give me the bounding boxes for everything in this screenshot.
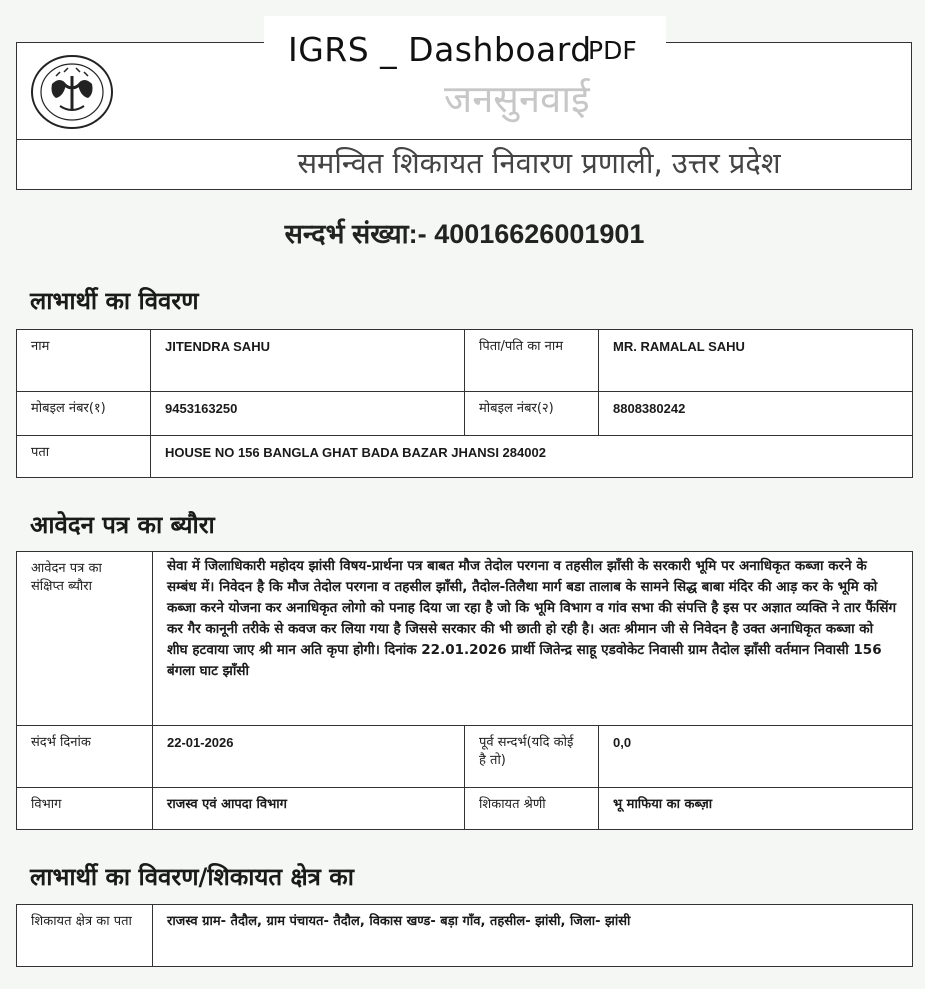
prev-ref-label: पूर्व सन्दर्भ(यदि कोई है तो) (465, 726, 599, 788)
father-label: पिता/पति का नाम (465, 330, 599, 392)
summary-label: आवेदन पत्र का संक्षिप्त ब्यौरा (17, 552, 153, 726)
table-row (17, 726, 913, 788)
mobile2-value: 8808380242 (599, 392, 913, 436)
category-value: भू माफिया का कब्ज़ा (599, 788, 913, 830)
complaint-address-label: शिकायत क्षेत्र का पता (17, 905, 153, 967)
department-label: विभाग (17, 788, 153, 830)
subtitle: समन्वित शिकायत निवारण प्रणाली, उत्तर प्रदेश (297, 146, 781, 180)
complaint-area-table (16, 904, 913, 967)
name-value: JITENDRA SAHU (151, 330, 465, 392)
complaint-address-value: राजस्व ग्राम- तैदौल, ग्राम पंचायत- तैदौल, विकास खण्ड- बड़ा गाँव, तहसील- झांसी, जिला- झांसी (153, 905, 913, 967)
complaint-area-section-title: लाभार्थी का विवरण/शिकायत क्षेत्र का (30, 863, 354, 891)
reference-number: 40016626001901 (434, 219, 645, 249)
prev-ref-value: 0,0 (599, 726, 913, 788)
reference-label: सन्दर्भ संख्या:- (284, 219, 427, 249)
beneficiary-table (16, 329, 913, 478)
application-section-title: आवेदन पत्र का ब्यौरा (30, 511, 215, 539)
application-table (16, 551, 913, 830)
table-row (17, 788, 913, 830)
page-title: IGRS _ Dashboard (288, 30, 592, 69)
department-value: राजस्व एवं आपदा विभाग (153, 788, 465, 830)
name-label: नाम (17, 330, 151, 392)
ref-date-value: 22-01-2026 (153, 726, 465, 788)
table-row (17, 392, 913, 436)
mobile1-value: 9453163250 (151, 392, 465, 436)
ref-date-label: संदर्भ दिनांक (17, 726, 153, 788)
up-government-seal-icon (30, 54, 114, 130)
address-label: पता (17, 436, 151, 478)
father-value: MR. RAMALAL SAHU (599, 330, 913, 392)
table-row (17, 552, 913, 726)
table-row (17, 436, 913, 478)
header-divider (16, 139, 912, 140)
beneficiary-section-title: लाभार्थी का विवरण (30, 287, 199, 315)
reference-line (0, 214, 925, 251)
pdf-label: PDF (588, 36, 637, 65)
jansunwai-watermark: जनसुनवाई (444, 77, 590, 121)
table-row (17, 330, 913, 392)
category-label: शिकायत श्रेणी (465, 788, 599, 830)
table-row (17, 905, 913, 967)
mobile1-label: मोबइल नंबर(१) (17, 392, 151, 436)
mobile2-label: मोबइल नंबर(२) (465, 392, 599, 436)
address-value: HOUSE NO 156 BANGLA GHAT BADA BAZAR JHANSI 284002 (151, 436, 913, 478)
summary-value: सेवा में जिलाधिकारी महोदय झांसी विषय-प्रार्थना पत्र बाबत मौज तेदोल परगना व तहसील झाँसी के सरकारी भूमि पर अनाधिकृत कब्जा करने के सम्बंध में। निवेदन है कि मौज तेदोल परगना व तहसील झाँसी, तैदोल-तिलैथा मार्ग बडा तालाब के सामने सिद्ध बाबा मंदिर की आड़ कर के भूमि को कब्जा करने योजना कर अनाधिकृत लोगो को पनाह दिया जा रहा है जो कि भूमि विभाग व गांव सभा की संपत्ति है इस पर अज्ञात व्यक्ति ने तार फैंसिंग कर गैर कानूनी तरीके से कवज कर लिया गया है जिससे सरकार की भी छाती हो रही है। अतः श्रीमान जी से निवेदन है उक्त अनाधिकृत कब्जा को शीघ हटवाया जाए श्री मान अति कृपा होगी। दिनांक 22.01.2026 प्रार्थी जितेन्द्र साहू एडवोकेट निवासी ग्राम तैदोल झाँसी वर्तमान निवासी 156 बंगला घाट झाँसी (153, 552, 913, 726)
